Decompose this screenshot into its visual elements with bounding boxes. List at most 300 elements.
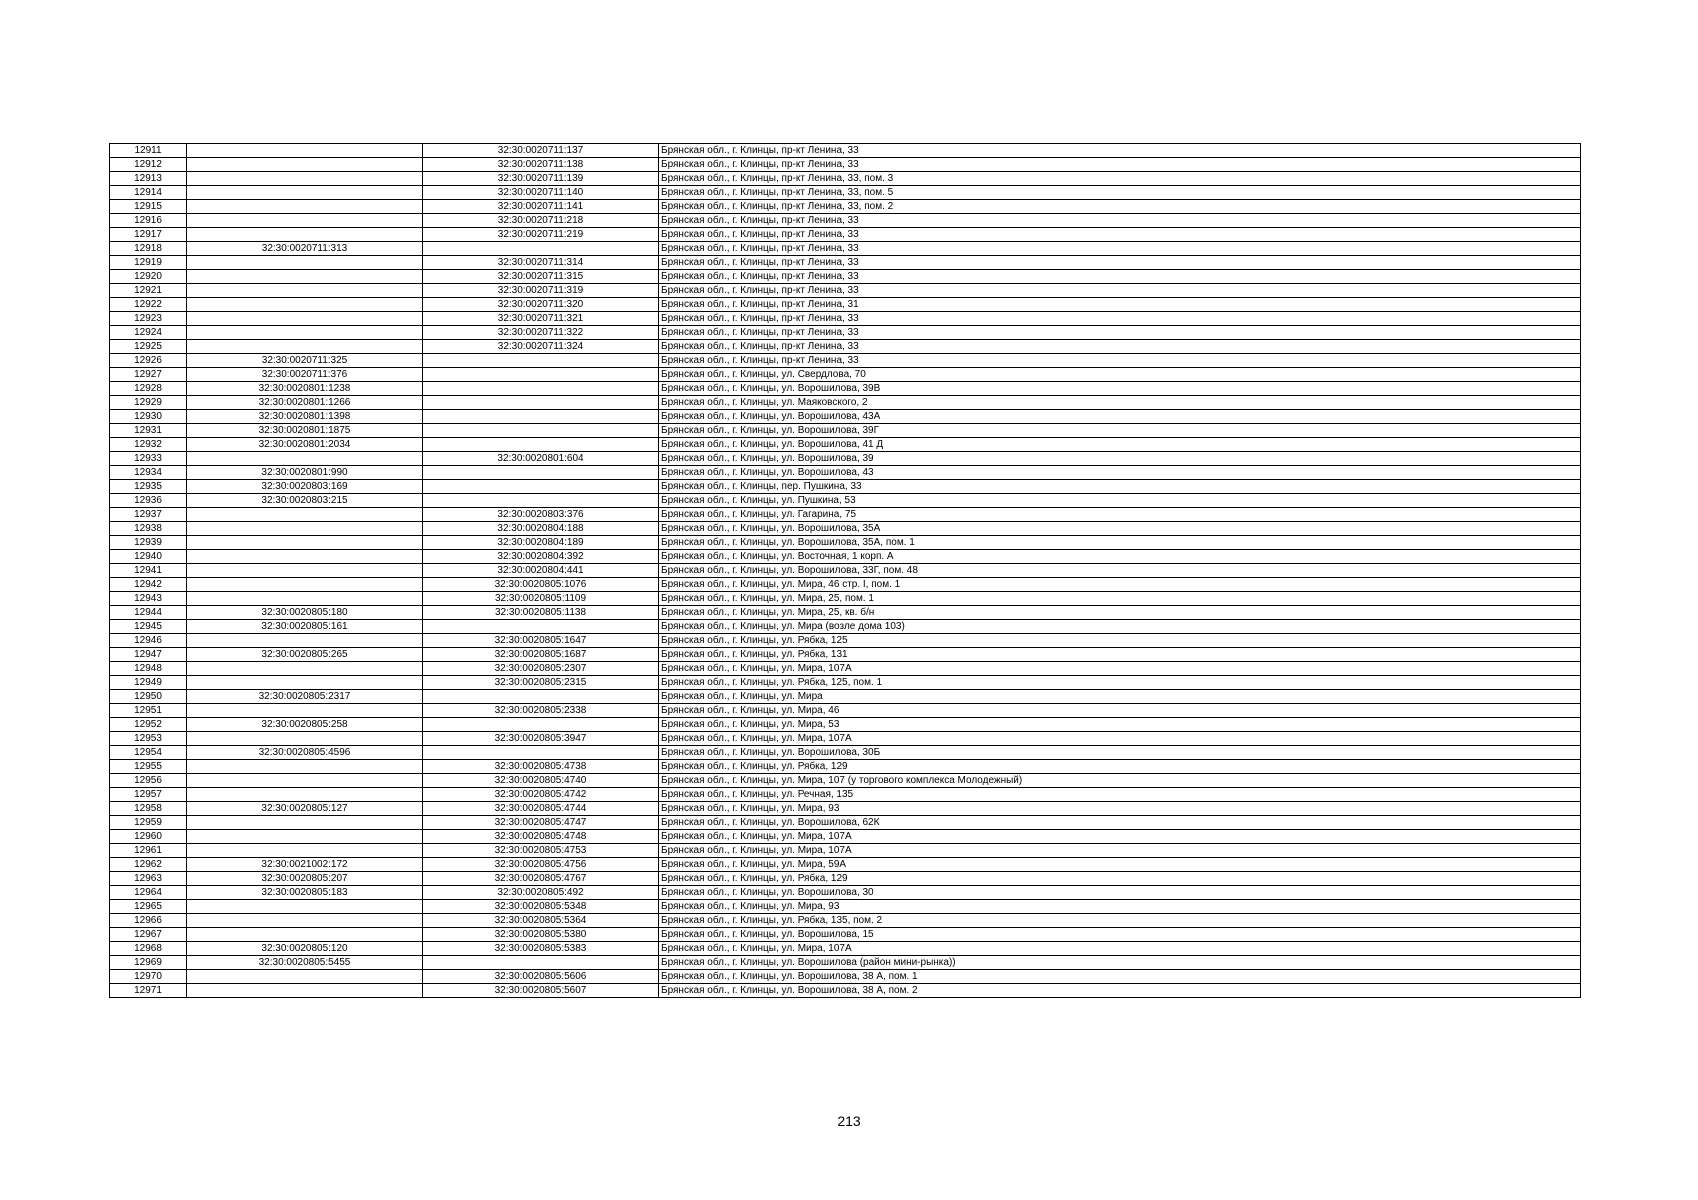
cadastral-number-a-cell xyxy=(187,704,423,718)
address-cell: Брянская обл., г. Клинцы, пр-кт Ленина, 33 xyxy=(659,242,1581,256)
cadastral-number-b-cell xyxy=(423,410,659,424)
table-row xyxy=(110,606,1581,620)
cadastral-number-b-cell: 32:30:0020805:4742 xyxy=(423,788,659,802)
table-row xyxy=(110,144,1581,158)
row-number-cell: 12928 xyxy=(110,382,187,396)
cadastral-number-a-cell xyxy=(187,970,423,984)
row-number-cell: 12956 xyxy=(110,774,187,788)
table-row xyxy=(110,354,1581,368)
address-cell: Брянская обл., г. Клинцы, ул. Свердлова, 70 xyxy=(659,368,1581,382)
address-cell: Брянская обл., г. Клинцы, ул. Ворошилова, 43А xyxy=(659,410,1581,424)
cadastral-number-a-cell: 32:30:0020711:376 xyxy=(187,368,423,382)
table-row xyxy=(110,984,1581,998)
cadastral-number-a-cell xyxy=(187,200,423,214)
address-cell: Брянская обл., г. Клинцы, ул. Рябка, 131 xyxy=(659,648,1581,662)
cadastral-table xyxy=(109,143,1581,998)
table-row xyxy=(110,298,1581,312)
table-row xyxy=(110,466,1581,480)
row-number-cell: 12912 xyxy=(110,158,187,172)
cadastral-number-b-cell: 32:30:0020805:5606 xyxy=(423,970,659,984)
address-cell: Брянская обл., г. Клинцы, ул. Мира (возле дома 103) xyxy=(659,620,1581,634)
cadastral-number-b-cell: 32:30:0020804:392 xyxy=(423,550,659,564)
cadastral-number-a-cell xyxy=(187,522,423,536)
table-row xyxy=(110,508,1581,522)
cadastral-number-b-cell: 32:30:0020711:218 xyxy=(423,214,659,228)
table-row xyxy=(110,410,1581,424)
address-cell: Брянская обл., г. Клинцы, ул. Ворошилова, 15 xyxy=(659,928,1581,942)
cadastral-number-a-cell xyxy=(187,592,423,606)
cadastral-number-a-cell xyxy=(187,816,423,830)
address-cell: Брянская обл., г. Клинцы, ул. Ворошилова, 30 xyxy=(659,886,1581,900)
table-row xyxy=(110,788,1581,802)
cadastral-number-b-cell xyxy=(423,242,659,256)
table-row xyxy=(110,704,1581,718)
address-cell: Брянская обл., г. Клинцы, ул. Мира, 93 xyxy=(659,900,1581,914)
address-cell: Брянская обл., г. Клинцы, ул. Речная, 135 xyxy=(659,788,1581,802)
cadastral-number-a-cell xyxy=(187,340,423,354)
address-cell: Брянская обл., г. Клинцы, ул. Ворошилова, 39 xyxy=(659,452,1581,466)
table-row xyxy=(110,270,1581,284)
row-number-cell: 12939 xyxy=(110,536,187,550)
address-cell: Брянская обл., г. Клинцы, ул. Ворошилова, 35А xyxy=(659,522,1581,536)
table-row xyxy=(110,592,1581,606)
address-cell: Брянская обл., г. Клинцы, пр-кт Ленина, 33 xyxy=(659,228,1581,242)
cadastral-number-a-cell xyxy=(187,774,423,788)
cadastral-number-a-cell: 32:30:0020801:990 xyxy=(187,466,423,480)
row-number-cell: 12929 xyxy=(110,396,187,410)
row-number-cell: 12947 xyxy=(110,648,187,662)
cadastral-number-a-cell xyxy=(187,928,423,942)
row-number-cell: 12962 xyxy=(110,858,187,872)
table-row xyxy=(110,522,1581,536)
address-cell: Брянская обл., г. Клинцы, пр-кт Ленина, 33 xyxy=(659,214,1581,228)
cadastral-number-b-cell xyxy=(423,396,659,410)
cadastral-number-b-cell: 32:30:0020805:4753 xyxy=(423,844,659,858)
cadastral-number-b-cell: 32:30:0020711:138 xyxy=(423,158,659,172)
cadastral-number-a-cell xyxy=(187,760,423,774)
cadastral-number-a-cell xyxy=(187,634,423,648)
table-row xyxy=(110,718,1581,732)
cadastral-number-b-cell: 32:30:0020711:322 xyxy=(423,326,659,340)
address-cell: Брянская обл., г. Клинцы, ул. Ворошилова, 30Б xyxy=(659,746,1581,760)
address-cell: Брянская обл., г. Клинцы, пр-кт Ленина, 33 xyxy=(659,144,1581,158)
table-row xyxy=(110,480,1581,494)
row-number-cell: 12949 xyxy=(110,676,187,690)
table-row xyxy=(110,690,1581,704)
address-cell: Брянская обл., г. Клинцы, ул. Ворошилова, 41 Д xyxy=(659,438,1581,452)
cadastral-number-b-cell: 32:30:0020805:5348 xyxy=(423,900,659,914)
row-number-cell: 12950 xyxy=(110,690,187,704)
table-row xyxy=(110,970,1581,984)
cadastral-number-a-cell xyxy=(187,326,423,340)
row-number-cell: 12914 xyxy=(110,186,187,200)
cadastral-number-b-cell: 32:30:0020805:4756 xyxy=(423,858,659,872)
cadastral-number-a-cell xyxy=(187,298,423,312)
table-row xyxy=(110,424,1581,438)
cadastral-number-b-cell: 32:30:0020801:604 xyxy=(423,452,659,466)
cadastral-number-b-cell: 32:30:0020805:1109 xyxy=(423,592,659,606)
cadastral-number-a-cell: 32:30:0020801:1266 xyxy=(187,396,423,410)
table-row xyxy=(110,284,1581,298)
cadastral-number-b-cell xyxy=(423,620,659,634)
address-cell: Брянская обл., г. Клинцы, ул. Ворошилова, 62К xyxy=(659,816,1581,830)
cadastral-number-b-cell: 32:30:0020805:2315 xyxy=(423,676,659,690)
row-number-cell: 12953 xyxy=(110,732,187,746)
cadastral-number-b-cell: 32:30:0020805:492 xyxy=(423,886,659,900)
cadastral-number-a-cell xyxy=(187,452,423,466)
row-number-cell: 12968 xyxy=(110,942,187,956)
table-row xyxy=(110,886,1581,900)
row-number-cell: 12936 xyxy=(110,494,187,508)
cadastral-number-b-cell: 32:30:0020805:1647 xyxy=(423,634,659,648)
cadastral-number-b-cell: 32:30:0020711:315 xyxy=(423,270,659,284)
cadastral-number-b-cell xyxy=(423,466,659,480)
table-row xyxy=(110,858,1581,872)
address-cell: Брянская обл., г. Клинцы, ул. Ворошилова, 35А, пом. 1 xyxy=(659,536,1581,550)
cadastral-number-a-cell xyxy=(187,508,423,522)
address-cell: Брянская обл., г. Клинцы, ул. Рябка, 129 xyxy=(659,760,1581,774)
cadastral-number-a-cell xyxy=(187,158,423,172)
cadastral-number-a-cell: 32:30:0020805:161 xyxy=(187,620,423,634)
row-number-cell: 12930 xyxy=(110,410,187,424)
address-cell: Брянская обл., г. Клинцы, ул. Рябка, 125, пом. 1 xyxy=(659,676,1581,690)
address-cell: Брянская обл., г. Клинцы, ул. Мира, 46 стр. I, пом. 1 xyxy=(659,578,1581,592)
cadastral-number-a-cell: 32:30:0020805:183 xyxy=(187,886,423,900)
row-number-cell: 12941 xyxy=(110,564,187,578)
cadastral-number-a-cell: 32:30:0021002:172 xyxy=(187,858,423,872)
table-row xyxy=(110,844,1581,858)
address-cell: Брянская обл., г. Клинцы, ул. Мира, 107А xyxy=(659,830,1581,844)
address-cell: Брянская обл., г. Клинцы, ул. Маяковского, 2 xyxy=(659,396,1581,410)
row-number-cell: 12969 xyxy=(110,956,187,970)
cadastral-number-b-cell: 32:30:0020803:376 xyxy=(423,508,659,522)
row-number-cell: 12918 xyxy=(110,242,187,256)
address-cell: Брянская обл., г. Клинцы, ул. Мира, 107А xyxy=(659,844,1581,858)
cadastral-number-a-cell: 32:30:0020805:5455 xyxy=(187,956,423,970)
row-number-cell: 12931 xyxy=(110,424,187,438)
cadastral-number-b-cell: 32:30:0020711:324 xyxy=(423,340,659,354)
cadastral-number-b-cell: 32:30:0020805:4767 xyxy=(423,872,659,886)
row-number-cell: 12925 xyxy=(110,340,187,354)
cadastral-number-b-cell: 32:30:0020805:5607 xyxy=(423,984,659,998)
cadastral-number-a-cell: 32:30:0020801:1875 xyxy=(187,424,423,438)
table-row xyxy=(110,494,1581,508)
table-row xyxy=(110,214,1581,228)
address-cell: Брянская обл., г. Клинцы, ул. Мира, 107 (у торгового комплекса Молодежный) xyxy=(659,774,1581,788)
cadastral-number-a-cell xyxy=(187,228,423,242)
cadastral-number-a-cell: 32:30:0020805:180 xyxy=(187,606,423,620)
table-row xyxy=(110,900,1581,914)
table-row xyxy=(110,578,1581,592)
table-row xyxy=(110,564,1581,578)
address-cell: Брянская обл., г. Клинцы, пр-кт Ленина, 33 xyxy=(659,284,1581,298)
cadastral-number-a-cell xyxy=(187,662,423,676)
table-row xyxy=(110,732,1581,746)
cadastral-number-a-cell xyxy=(187,284,423,298)
cadastral-number-a-cell xyxy=(187,578,423,592)
cadastral-number-a-cell xyxy=(187,732,423,746)
row-number-cell: 12926 xyxy=(110,354,187,368)
row-number-cell: 12935 xyxy=(110,480,187,494)
row-number-cell: 12948 xyxy=(110,662,187,676)
table-body xyxy=(110,144,1581,998)
row-number-cell: 12955 xyxy=(110,760,187,774)
cadastral-number-a-cell: 32:30:0020805:4596 xyxy=(187,746,423,760)
address-cell: Брянская обл., г. Клинцы, ул. Восточная, 1 корп. А xyxy=(659,550,1581,564)
table-row xyxy=(110,676,1581,690)
row-number-cell: 12921 xyxy=(110,284,187,298)
cadastral-number-a-cell xyxy=(187,914,423,928)
cadastral-number-a-cell xyxy=(187,550,423,564)
row-number-cell: 12943 xyxy=(110,592,187,606)
cadastral-number-a-cell xyxy=(187,186,423,200)
row-number-cell: 12967 xyxy=(110,928,187,942)
address-cell: Брянская обл., г. Клинцы, ул. Ворошилова, 39Г xyxy=(659,424,1581,438)
table-row xyxy=(110,956,1581,970)
cadastral-number-a-cell: 32:30:0020801:2034 xyxy=(187,438,423,452)
cadastral-number-b-cell: 32:30:0020805:5380 xyxy=(423,928,659,942)
cadastral-number-b-cell: 32:30:0020805:4747 xyxy=(423,816,659,830)
cadastral-number-b-cell xyxy=(423,690,659,704)
table-row xyxy=(110,760,1581,774)
table-row xyxy=(110,228,1581,242)
cadastral-number-b-cell: 32:30:0020805:4738 xyxy=(423,760,659,774)
address-cell: Брянская обл., г. Клинцы, ул. Пушкина, 53 xyxy=(659,494,1581,508)
address-cell: Брянская обл., г. Клинцы, пр-кт Ленина, 33 xyxy=(659,270,1581,284)
cadastral-number-b-cell: 32:30:0020805:5364 xyxy=(423,914,659,928)
cadastral-number-b-cell: 32:30:0020805:4748 xyxy=(423,830,659,844)
cadastral-number-b-cell: 32:30:0020805:2338 xyxy=(423,704,659,718)
cadastral-number-a-cell xyxy=(187,256,423,270)
row-number-cell: 12951 xyxy=(110,704,187,718)
row-number-cell: 12927 xyxy=(110,368,187,382)
row-number-cell: 12933 xyxy=(110,452,187,466)
table-row xyxy=(110,830,1581,844)
row-number-cell: 12942 xyxy=(110,578,187,592)
table-row xyxy=(110,172,1581,186)
row-number-cell: 12959 xyxy=(110,816,187,830)
cadastral-number-b-cell: 32:30:0020805:4740 xyxy=(423,774,659,788)
row-number-cell: 12971 xyxy=(110,984,187,998)
row-number-cell: 12952 xyxy=(110,718,187,732)
cadastral-number-a-cell: 32:30:0020805:265 xyxy=(187,648,423,662)
table-row xyxy=(110,816,1581,830)
table-row xyxy=(110,340,1581,354)
row-number-cell: 12940 xyxy=(110,550,187,564)
address-cell: Брянская обл., г. Клинцы, пр-кт Ленина, 33, пом. 5 xyxy=(659,186,1581,200)
row-number-cell: 12954 xyxy=(110,746,187,760)
cadastral-number-b-cell: 32:30:0020711:139 xyxy=(423,172,659,186)
cadastral-number-b-cell xyxy=(423,424,659,438)
cadastral-number-b-cell: 32:30:0020804:441 xyxy=(423,564,659,578)
cadastral-number-b-cell xyxy=(423,368,659,382)
address-cell: Брянская обл., г. Клинцы, пр-кт Ленина, 33 xyxy=(659,256,1581,270)
cadastral-number-a-cell xyxy=(187,172,423,186)
address-cell: Брянская обл., г. Клинцы, пр-кт Ленина, 33 xyxy=(659,312,1581,326)
address-cell: Брянская обл., г. Клинцы, ул. Мира, 25, кв. б/н xyxy=(659,606,1581,620)
table-row xyxy=(110,452,1581,466)
table-row xyxy=(110,550,1581,564)
address-cell: Брянская обл., г. Клинцы, пр-кт Ленина, 33, пом. 2 xyxy=(659,200,1581,214)
cadastral-number-b-cell: 32:30:0020805:5383 xyxy=(423,942,659,956)
table-row xyxy=(110,802,1581,816)
cadastral-number-a-cell: 32:30:0020801:1398 xyxy=(187,410,423,424)
row-number-cell: 12923 xyxy=(110,312,187,326)
address-cell: Брянская обл., г. Клинцы, ул. Рябка, 129 xyxy=(659,872,1581,886)
address-cell: Брянская обл., г. Клинцы, ул. Гагарина, 75 xyxy=(659,508,1581,522)
cadastral-number-b-cell: 32:30:0020805:1076 xyxy=(423,578,659,592)
cadastral-number-a-cell: 32:30:0020805:258 xyxy=(187,718,423,732)
table-row xyxy=(110,326,1581,340)
row-number-cell: 12916 xyxy=(110,214,187,228)
table-row xyxy=(110,774,1581,788)
address-cell: Брянская обл., г. Клинцы, ул. Мира, 53 xyxy=(659,718,1581,732)
cadastral-number-b-cell: 32:30:0020711:314 xyxy=(423,256,659,270)
row-number-cell: 12913 xyxy=(110,172,187,186)
row-number-cell: 12932 xyxy=(110,438,187,452)
address-cell: Брянская обл., г. Клинцы, ул. Ворошилова, 43 xyxy=(659,466,1581,480)
table-row xyxy=(110,438,1581,452)
table-row xyxy=(110,186,1581,200)
table-row xyxy=(110,746,1581,760)
table-row xyxy=(110,536,1581,550)
address-cell: Брянская обл., г. Клинцы, ул. Мира, 107А xyxy=(659,662,1581,676)
cadastral-number-b-cell: 32:30:0020805:1687 xyxy=(423,648,659,662)
cadastral-number-a-cell: 32:30:0020801:1238 xyxy=(187,382,423,396)
row-number-cell: 12963 xyxy=(110,872,187,886)
cadastral-number-b-cell: 32:30:0020711:137 xyxy=(423,144,659,158)
cadastral-number-a-cell xyxy=(187,788,423,802)
address-cell: Брянская обл., г. Клинцы, ул. Ворошилова, 38 А, пом. 1 xyxy=(659,970,1581,984)
cadastral-number-a-cell xyxy=(187,144,423,158)
cadastral-number-b-cell: 32:30:0020804:188 xyxy=(423,522,659,536)
page-number: 213 xyxy=(837,1113,861,1129)
table-row xyxy=(110,312,1581,326)
row-number-cell: 12934 xyxy=(110,466,187,480)
address-cell: Брянская обл., г. Клинцы, ул. Мира, 107А xyxy=(659,942,1581,956)
cadastral-number-a-cell: 32:30:0020805:207 xyxy=(187,872,423,886)
address-cell: Брянская обл., г. Клинцы, ул. Рябка, 135, пом. 2 xyxy=(659,914,1581,928)
cadastral-number-a-cell xyxy=(187,312,423,326)
row-number-cell: 12920 xyxy=(110,270,187,284)
cadastral-number-b-cell: 32:30:0020711:140 xyxy=(423,186,659,200)
table-row xyxy=(110,382,1581,396)
table-row xyxy=(110,256,1581,270)
table-row xyxy=(110,158,1581,172)
cadastral-number-a-cell: 32:30:0020805:127 xyxy=(187,802,423,816)
row-number-cell: 12958 xyxy=(110,802,187,816)
row-number-cell: 12915 xyxy=(110,200,187,214)
cadastral-number-a-cell xyxy=(187,536,423,550)
address-cell: Брянская обл., г. Клинцы, ул. Мира, 93 xyxy=(659,802,1581,816)
address-cell: Брянская обл., г. Клинцы, ул. Мира xyxy=(659,690,1581,704)
address-cell: Брянская обл., г. Клинцы, ул. Мира, 46 xyxy=(659,704,1581,718)
address-cell: Брянская обл., г. Клинцы, пр-кт Ленина, 33 xyxy=(659,340,1581,354)
address-cell: Брянская обл., г. Клинцы, пер. Пушкина, 33 xyxy=(659,480,1581,494)
cadastral-number-a-cell xyxy=(187,214,423,228)
cadastral-number-b-cell xyxy=(423,494,659,508)
cadastral-number-b-cell: 32:30:0020805:3947 xyxy=(423,732,659,746)
cadastral-number-b-cell: 32:30:0020805:2307 xyxy=(423,662,659,676)
table-row xyxy=(110,928,1581,942)
cadastral-number-a-cell: 32:30:0020803:215 xyxy=(187,494,423,508)
row-number-cell: 12970 xyxy=(110,970,187,984)
cadastral-number-b-cell xyxy=(423,718,659,732)
cadastral-number-b-cell: 32:30:0020805:1138 xyxy=(423,606,659,620)
address-cell: Брянская обл., г. Клинцы, пр-кт Ленина, 33 xyxy=(659,158,1581,172)
row-number-cell: 12965 xyxy=(110,900,187,914)
table-row xyxy=(110,648,1581,662)
address-cell: Брянская обл., г. Клинцы, пр-кт Ленина, 33, пом. 3 xyxy=(659,172,1581,186)
row-number-cell: 12919 xyxy=(110,256,187,270)
cadastral-number-a-cell: 32:30:0020803:169 xyxy=(187,480,423,494)
row-number-cell: 12922 xyxy=(110,298,187,312)
address-cell: Брянская обл., г. Клинцы, ул. Мира, 59А xyxy=(659,858,1581,872)
table-row xyxy=(110,396,1581,410)
cadastral-number-b-cell: 32:30:0020711:219 xyxy=(423,228,659,242)
address-cell: Брянская обл., г. Клинцы, ул. Ворошилова, 33Г, пом. 48 xyxy=(659,564,1581,578)
row-number-cell: 12946 xyxy=(110,634,187,648)
row-number-cell: 12964 xyxy=(110,886,187,900)
cadastral-number-b-cell xyxy=(423,956,659,970)
cadastral-number-a-cell: 32:30:0020805:120 xyxy=(187,942,423,956)
table-row xyxy=(110,620,1581,634)
cadastral-number-b-cell: 32:30:0020711:320 xyxy=(423,298,659,312)
table-row xyxy=(110,242,1581,256)
cadastral-number-b-cell xyxy=(423,746,659,760)
table-row xyxy=(110,914,1581,928)
row-number-cell: 12961 xyxy=(110,844,187,858)
cadastral-number-a-cell: 32:30:0020805:2317 xyxy=(187,690,423,704)
address-cell: Брянская обл., г. Клинцы, пр-кт Ленина, 33 xyxy=(659,326,1581,340)
cadastral-number-a-cell xyxy=(187,270,423,284)
cadastral-number-b-cell: 32:30:0020805:4744 xyxy=(423,802,659,816)
row-number-cell: 12911 xyxy=(110,144,187,158)
cadastral-number-a-cell xyxy=(187,900,423,914)
row-number-cell: 12957 xyxy=(110,788,187,802)
cadastral-number-b-cell: 32:30:0020711:319 xyxy=(423,284,659,298)
cadastral-number-a-cell: 32:30:0020711:313 xyxy=(187,242,423,256)
table-row xyxy=(110,662,1581,676)
cadastral-number-a-cell xyxy=(187,676,423,690)
row-number-cell: 12924 xyxy=(110,326,187,340)
cadastral-number-a-cell: 32:30:0020711:325 xyxy=(187,354,423,368)
row-number-cell: 12960 xyxy=(110,830,187,844)
cadastral-number-a-cell xyxy=(187,844,423,858)
address-cell: Брянская обл., г. Клинцы, пр-кт Ленина, 31 xyxy=(659,298,1581,312)
row-number-cell: 12945 xyxy=(110,620,187,634)
table-row xyxy=(110,942,1581,956)
row-number-cell: 12966 xyxy=(110,914,187,928)
address-cell: Брянская обл., г. Клинцы, ул. Ворошилова (район мини-рынка)) xyxy=(659,956,1581,970)
cadastral-number-b-cell: 32:30:0020711:141 xyxy=(423,200,659,214)
address-cell: Брянская обл., г. Клинцы, ул. Мира, 107А xyxy=(659,732,1581,746)
cadastral-number-b-cell: 32:30:0020804:189 xyxy=(423,536,659,550)
table-row xyxy=(110,368,1581,382)
address-cell: Брянская обл., г. Клинцы, ул. Рябка, 125 xyxy=(659,634,1581,648)
table-row xyxy=(110,634,1581,648)
table-row xyxy=(110,872,1581,886)
cadastral-number-b-cell xyxy=(423,438,659,452)
address-cell: Брянская обл., г. Клинцы, ул. Ворошилова, 39В xyxy=(659,382,1581,396)
cadastral-number-b-cell xyxy=(423,382,659,396)
row-number-cell: 12938 xyxy=(110,522,187,536)
row-number-cell: 12944 xyxy=(110,606,187,620)
cadastral-number-a-cell xyxy=(187,564,423,578)
row-number-cell: 12917 xyxy=(110,228,187,242)
address-cell: Брянская обл., г. Клинцы, пр-кт Ленина, 33 xyxy=(659,354,1581,368)
row-number-cell: 12937 xyxy=(110,508,187,522)
